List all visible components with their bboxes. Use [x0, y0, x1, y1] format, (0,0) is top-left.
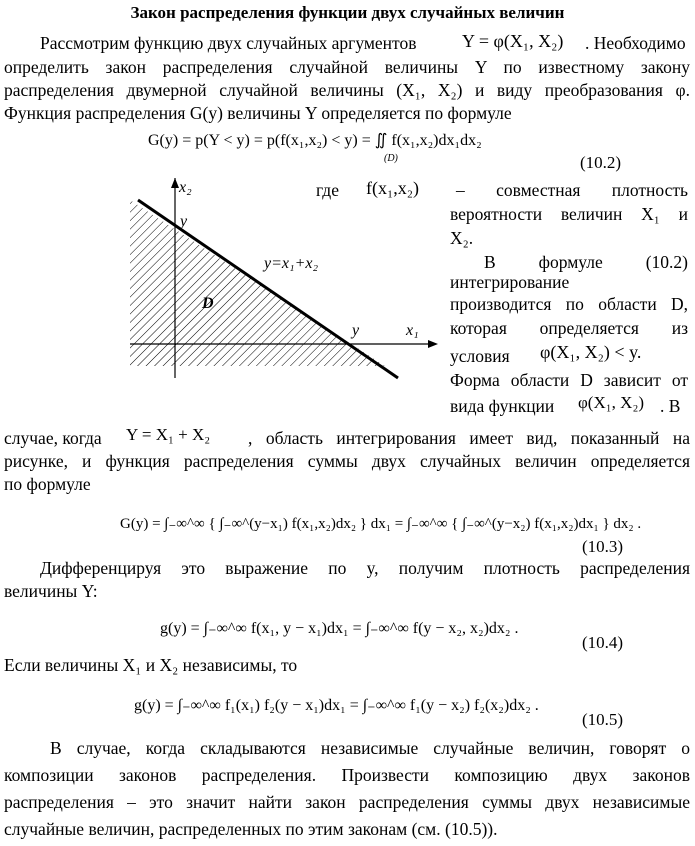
side-line5: интегрирование — [450, 272, 570, 292]
p2-line1-start: случае, когда — [4, 428, 102, 448]
p5-line3: распределения – это значит найти закон распределения суммы двух независимые — [4, 792, 690, 812]
equation-10-2: G(y) = p(Y < y) = p(f(x₁,x₂) < y) = ∬ f(x₁,x₂)dx₁dx₂ — [148, 132, 482, 149]
p1-line1-start: Рассмотрим функцию двух случайных аргументов — [40, 33, 417, 53]
side-line8-start: условия — [450, 346, 510, 366]
p3-line2: величины Y: — [4, 581, 98, 601]
p3-line1: Дифференцируя это выражение по y, получим плотность распределения — [40, 558, 690, 578]
equation-10-5: g(y) = ∫₋∞^∞ f₁(x₁) f₂(y − x₁)dx₁ = ∫₋∞^∞ f₁(y − x₂) f₂(x₂)dx₂ . — [134, 697, 539, 714]
side-line7: которая определяется из — [450, 318, 688, 338]
side-line10-start: вида функции — [450, 396, 555, 416]
side-line6: производится по области D, — [450, 294, 688, 314]
line-label: y=x₁+x₂ — [264, 255, 319, 272]
equation-10-3-number: (10.3) — [582, 537, 624, 556]
side-line8-formula: φ(X₁, X₂) < y. — [540, 342, 642, 362]
side-line1-formula: f(x₁,x₂) — [366, 178, 420, 198]
side-line2: вероятности величин X₁ и — [450, 204, 688, 224]
side-line4: В формуле (10.2) — [484, 252, 688, 272]
p5-line4: случайные величин, распределенных по этим законам (см. (10.5)). — [4, 819, 498, 839]
x2-axis-arrow — [171, 178, 179, 188]
p2-line1-end: , область интегрирования имеет вид, показанный на — [248, 428, 690, 448]
side-line10-end: . В — [660, 396, 681, 416]
equation-10-5-number: (10.5) — [582, 710, 624, 729]
p2-line1-formula: Y = X₁ + X₂ — [126, 425, 211, 444]
equation-10-4-number: (10.4) — [582, 633, 624, 652]
p1-line4: Функция распределения G(y) величины Y определяется по формуле — [4, 103, 512, 123]
p1-line2: определить закон распределения случайной величины Y по известному закону — [4, 57, 690, 77]
p2-line2: рисунке, и функция распределения суммы двух случайных величин определяется — [4, 451, 690, 471]
p1-line1-end: . Необходимо — [585, 33, 686, 53]
p4-line1: Если величины X₁ и X₂ независимы, то — [4, 655, 298, 675]
equation-10-4: g(y) = ∫₋∞^∞ f(x₁, y − x₁)dx₁ = ∫₋∞^∞ f(y − x₂, x₂)dx₂ . — [160, 620, 519, 637]
page-title: Закон распределения функции двух случайных величин — [130, 3, 565, 22]
p2-line3: по формуле — [4, 474, 91, 494]
equation-10-2-domain: (D) — [384, 153, 398, 164]
side-line3: X₂. — [450, 228, 474, 248]
y-intercept-label: y — [180, 213, 188, 230]
x1-axis-label: x₁ — [406, 322, 419, 339]
side-line10-formula: φ(X₁, X₂) — [578, 393, 645, 412]
x2-axis-label: x₂ — [179, 179, 192, 196]
x1-axis-arrow — [428, 340, 438, 348]
p5-line1: В случае, когда складываются независимые случайные величин, говорят о — [50, 738, 690, 758]
integration-region-figure — [130, 178, 440, 383]
region-d-label: D — [202, 295, 214, 312]
p1-line1-formula: Y = φ(X₁, X₂) — [462, 31, 564, 51]
p5-line2: композиции законов распределения. Произвести композицию двух законов — [4, 765, 690, 785]
x1-intercept-label: y — [352, 322, 360, 339]
side-line1-where: где — [316, 180, 339, 200]
equation-10-3: G(y) = ∫₋∞^∞ { ∫₋∞^(y−x₁) f(x₁,x₂)dx₂ } dx₁ = ∫₋∞^∞ { ∫₋∞^(y−x₂) f(x₁,x₂)dx₁ } dx₂ . — [120, 516, 642, 532]
side-line1-rest: – совместная плотность — [456, 180, 688, 200]
equation-10-2-number: (10.2) — [580, 153, 622, 172]
side-line9: Форма области D зависит от — [450, 370, 688, 390]
p1-line3: распределения двумерной случайной величины (X₁, X₂) и виду преобразования φ. — [4, 80, 690, 100]
